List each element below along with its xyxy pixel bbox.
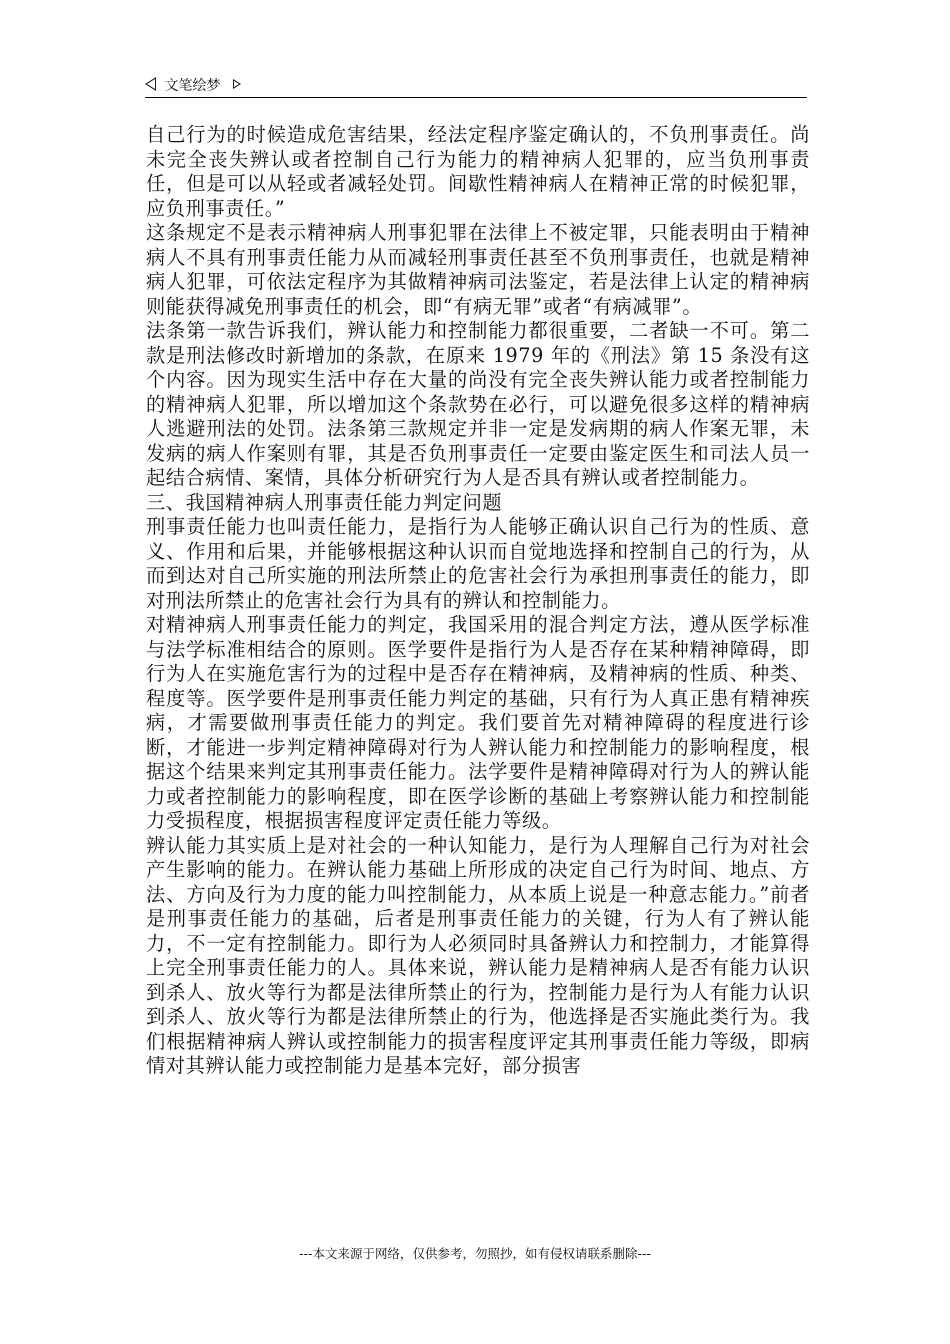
paragraph: 辨认能力其实质上是对社会的一种认知能力，是行为人理解自己行为对社会产生影响的能力。在辨认能力基础上所形成的决定自己行为时间、地点、方法、方向及行为力度的能力叫控制能力，从本质上说是一种意志能力。”前者是刑事责任能力的基础，后者是刑事责任能力的关键，行为人有了辨认能力，不一定有控制能力。即行为人必须同时具备辨认力和控制力，才能算得上完全刑事责任能力的人。具体来说，辨认能力是精神病人是否有能力认识到杀人、放火等行为都是法律所禁止的行为，控制能力是行为人有能力认识到杀人、放火等行为都是法律所禁止的行为，他选择是否实施此类行为。我们根据精神病人辨认或控制能力的损害程度评定其刑事责任能力等级，即病情对其辨认能力或控制能力是基本完好，部分损害 [146, 833, 810, 1077]
paragraph: 刑事责任能力也叫责任能力，是指行为人能够正确认识自己行为的性质、意义、作用和后果，并能够根据这种认识而自觉地选择和控制自己的行为，从而到达对自己所实施的刑法所禁止的危害社会行为承担刑事责任的能力，即对刑法所禁止的危害社会行为具有的辨认和控制能力。 [146, 515, 810, 612]
page-footer: ---本文来源于网络，仅供参考，勿照抄，如有侵权请联系删除--- [298, 1246, 652, 1261]
page-header [145, 73, 807, 98]
triangle-right-icon [233, 79, 241, 89]
paragraph: 法条第一款告诉我们，辨认能力和控制能力都很重要，二者缺一不可。第二款是刑法修改时新增加的条款，在原来 1979 年的《刑法》第 15 条没有这个内容。因为现实生活中存在大量的尚没有完全丧失辨认能力或者控制能力的精神病人犯罪，所以增加这个条款势在必行，可以避免很多这样的精神病人逃避刑法的处罚。法条第三款规定并非一定是发病期的病人作案无罪，未发病的病人作案则有罪，其是否负刑事责任一定要由鉴定医生和司法人员一起结合病情、案情，具体分析研究行为人是否具有辨认或者控制能力。 [146, 319, 810, 489]
header-brand [145, 75, 241, 95]
paragraph: 这条规定不是表示精神病人刑事犯罪在法律上不被定罪，只能表明由于精神病人不具有刑事责任能力从而减轻刑事责任甚至不负刑事责任，也就是精神病人犯罪，可依法定程序为其做精神病司法鉴定，若是法律上认定的精神病则能获得减免刑事责任的机会，即“有病无罪”或者“有病减罪”。 [146, 221, 810, 318]
paragraph: 对精神病人刑事责任能力的判定，我国采用的混合判定方法，遵从医学标准与法学标准相结合的原则。医学要件是指行为人是否存在某种精神障碍，即行为人在实施危害行为的过程中是否存在精神病，及精神病的性质、种类、程度等。医学要件是刑事责任能力判定的基础，只有行为人真正患有精神疾病，才需要做刑事责任能力的判定。我们要首先对精神障碍的程度进行诊断，才能进一步判定精神障碍对行为人辨认能力和控制能力的影响程度，根据这个结果来判定其刑事责任能力。法学要件是精神障碍对行为人的辨认能力或者控制能力的影响程度，即在医学诊断的基础上考察辨认能力和控制能力受损程度，根据损害程度评定责任能力等级。 [146, 613, 810, 832]
triangle-left-icon [145, 77, 156, 91]
body-text [146, 123, 810, 1079]
brand-text: 文笔绘梦 [164, 78, 221, 94]
paragraph: 自己行为的时候造成危害结果，经法定程序鉴定确认的，不负刑事责任。尚未完全丧失辨认或者控制自己行为能力的精神病人犯罪的，应当负刑事责任，但是可以从轻或者减轻处罚。间歇性精神病人在精神正常的时候犯罪，应负刑事责任。” [146, 123, 810, 220]
section-heading: 三、我国精神病人刑事责任能力判定问题 [146, 490, 503, 514]
